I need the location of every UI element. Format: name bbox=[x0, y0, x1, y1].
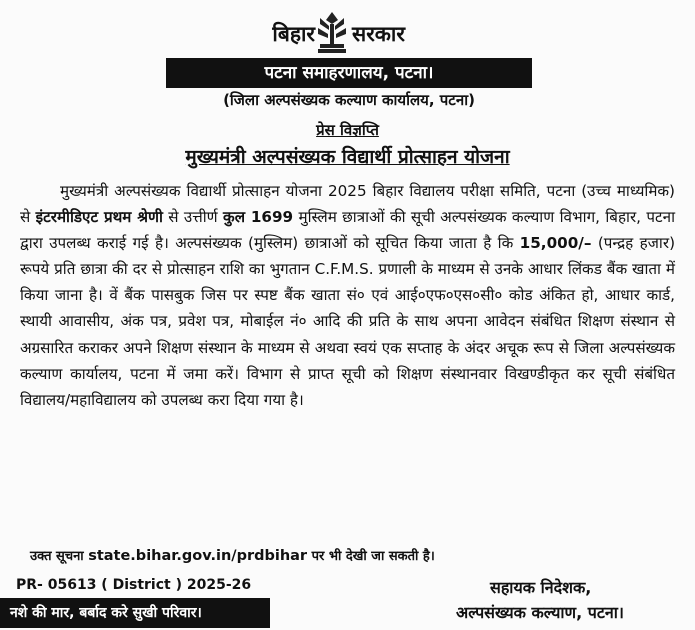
slogan-bar: नशे की मार, बर्बाद करे सुखी परिवार। bbox=[0, 598, 270, 628]
government-header bbox=[0, 10, 695, 56]
highlight-first-division: इंटरमीडिएट प्रथम श्रेणी bbox=[35, 208, 163, 227]
press-release-heading: प्रेस विज्ञप्ति bbox=[316, 121, 379, 139]
highlight-amount: 15,000/– bbox=[519, 234, 592, 253]
notice-paragraph: मुख्यमंत्री अल्पसंख्यक विद्यार्थी प्रोत्साहन योजना 2025 बिहार विद्यालय परीक्षा समिति, पटना (उच्च माध्यमिक) से इंटरमीडिएट प्रथम श्रेणी से उत्तीर्ण कुल 1699 मुस्लिम छात्राओं की सूची अल्पसंख्यक कल्याण विभाग, बिहार, पटना द्वारा उपलब्ध कराई गई है। अल्पसंख्यक (मुस्लिम) छात्राओं को सूचित किया जाता है कि 15,000/– (पन्द्रह हजार) रूपये प्रति छात्रा की दर से प्रोत्साहन राशि का भुगतान C.F.M.S. प्रणाली के माध्यम से उनके आधार लिंकड बैंक खाता में किया जाना है। वें बैंक पासबुक जिस पर स्पष्ट बैंक खाता सं० एवं आई०एफ०एस०सी० कोड अंकित हो, आधार कार्ड, स्थायी आवासीय, अंक पत्र, प्रवेश पत्र, मोबाईल नं० आदि की प्रति के साथ अपना आवेदन संबंधित शिक्षण संस्थान से अग्रसारित कराकर अपने शिक्षण संस्थान के माध्यम से अथवा स्वयं एक सप्ताह के अंदर अचूक रूप से जिला अल्पसंख्यक कल्याण कार्यालय, पटना में जमा करें। विभाग से प्राप्त सूची को शिक्षण संस्थानवार विखण्डीकृत कर सूची संबंधित विद्यालय/महाविद्यालय को उपलब्ध करा दिया गया है। bbox=[20, 182, 676, 409]
pr-number: PR- 05613 ( District ) 2025-26 bbox=[16, 577, 252, 593]
notice-body bbox=[20, 178, 675, 413]
header-sarkar: सरकार bbox=[352, 22, 405, 46]
signature-office: अल्पसंख्यक कल्याण, पटना। bbox=[456, 603, 624, 622]
website-link[interactable]: state.bihar.gov.in/prdbihar bbox=[88, 548, 308, 564]
website-note: उक्त सूचना state.bihar.gov.in/prdbihar पर भी देखी जा सकती है। bbox=[30, 548, 435, 564]
highlight-count: कुल 1699 bbox=[223, 208, 294, 227]
office-title-bar: पटना समाहरणालय, पटना। bbox=[166, 58, 532, 88]
office-subtitle: (जिला अल्पसंख्यक कल्याण कार्यालय, पटना) bbox=[223, 91, 475, 109]
bihar-emblem-icon bbox=[316, 10, 348, 54]
header-bihar: बिहार bbox=[272, 22, 315, 46]
signature-designation: सहायक निदेशक, bbox=[490, 578, 592, 597]
scheme-title: मुख्यमंत्री अल्पसंख्यक विद्यार्थी प्रोत्साहन योजना bbox=[185, 146, 510, 168]
